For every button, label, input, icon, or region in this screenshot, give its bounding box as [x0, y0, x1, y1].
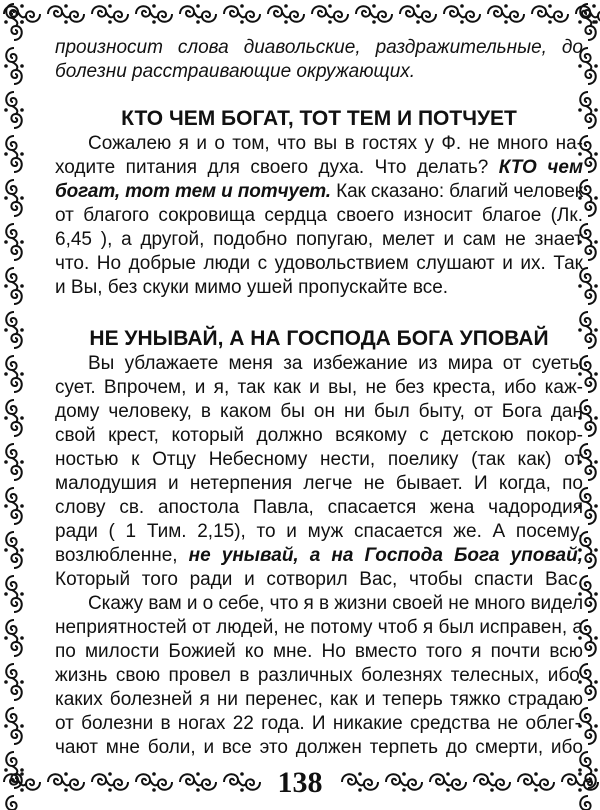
text-segment: свой крест, который должно всякому с детскою покор- [55, 425, 583, 446]
text-segment: от болезни в ногах 22 года. И никакие средства не облег- [55, 713, 582, 734]
text-segment: Который того ради и сотворил Вас, чтобы спасти Вас. [55, 569, 583, 590]
ornamental-border-top [0, 0, 600, 28]
intro-line: произносит слова диавольские, раздражительные, до [55, 37, 583, 58]
text-segment: каких болезней я ни перенес, как и теперь тяжко страдаю [55, 689, 583, 710]
text-line [55, 712, 583, 736]
text-line [55, 352, 583, 376]
text-line [55, 472, 583, 496]
text-segment: дому человеку, в каком бы он ни был быту, от Бога дан [55, 401, 583, 422]
text-line [55, 616, 583, 640]
text-line [55, 424, 583, 448]
text-line [55, 252, 583, 276]
text-segment: от благого сокровища сердца своего износит благое (Лк. [55, 205, 583, 226]
text-segment: чают мне боли, и все это должен терпеть до смерти, ибо [55, 737, 583, 758]
ornamental-border-bottom-right [338, 768, 600, 798]
text-line [55, 544, 583, 568]
text-segment: Вы ублажаете меня за избежание из мира от суеты [88, 353, 583, 374]
text-segment: возлюбленне, [55, 545, 189, 566]
text-line [55, 276, 583, 300]
text-segment: сует. Впрочем, и я, так как и вы, не без креста, ибо каж- [55, 377, 583, 398]
section-body [55, 352, 583, 760]
text-segment: ходите питания для своего духа. Что делать? [55, 157, 499, 178]
text-line [55, 376, 583, 400]
text-segment: малодушия и нетерпения легче не бывает. И когда, по [55, 473, 583, 494]
text-line [55, 640, 583, 664]
text-segment: и Вы, без скуки мимо ушей пропускайте все. [55, 277, 449, 298]
text-line [55, 496, 583, 520]
text-segment: Сожалею я и о том, что вы в гостях у Ф. не много на- [88, 133, 583, 154]
text-segment: слову св. апостола Павла, спасается жена чадородия [55, 497, 583, 518]
text-line [55, 180, 583, 204]
text-segment: ради ( 1 Тим. 2,15), то и муж спасается же. А посему, [55, 521, 583, 542]
ornamental-border-left [0, 0, 28, 810]
text-line [55, 448, 583, 472]
text-segment: что. Но добрые люди с удовольствием слушают и их. Так [55, 253, 583, 274]
emphasis-text: не унывай, а на Господа Бога уповай, [188, 545, 583, 566]
section-heading: НЕ УНЫВАЙ, А НА ГОСПОДА БОГА УПОВАЙ [89, 327, 549, 350]
page-number: 138 [277, 766, 323, 799]
text-line [55, 156, 583, 180]
ornamental-border-bottom-left [0, 768, 262, 798]
text-line [55, 132, 583, 156]
text-line [55, 204, 583, 228]
section-body [55, 132, 583, 300]
text-segment: Скажу вам и о себе, что я в жизни своей не много видел [88, 593, 583, 614]
text-segment: жизнь свою провел в различных болезнях телесных, ибо [55, 665, 580, 686]
text-segment: 6,45 ), а другой, подобно попугаю, мелет и сам не знает [55, 229, 583, 250]
section-heading: КТО ЧЕМ БОГАТ, ТОТ ТЕМ И ПОТЧУЕТ [121, 107, 517, 130]
text-segment: Как сказано: благий человек [330, 181, 583, 202]
text-line [55, 400, 583, 424]
text-line [55, 520, 583, 544]
text-segment: по милости Божией ко мне. Но вместо того я почти всю [55, 641, 583, 662]
text-segment: неприятностей от людей, не потому чтоб я был исправен, а [55, 617, 583, 638]
intro-line: болезни расстраивающие окружающих. [55, 61, 416, 82]
text-line [55, 736, 583, 760]
text-line [55, 568, 583, 592]
text-line [55, 592, 583, 616]
emphasis-text: КТО чем [498, 157, 583, 178]
page-text [55, 36, 583, 760]
emphasis-text: богат, тот тем и потчует. [55, 181, 331, 202]
text-segment: ностью к Отцу Небесному нести, поелику (так как) от [55, 449, 583, 470]
text-line [55, 664, 583, 688]
text-line [55, 688, 583, 712]
text-line [55, 228, 583, 252]
